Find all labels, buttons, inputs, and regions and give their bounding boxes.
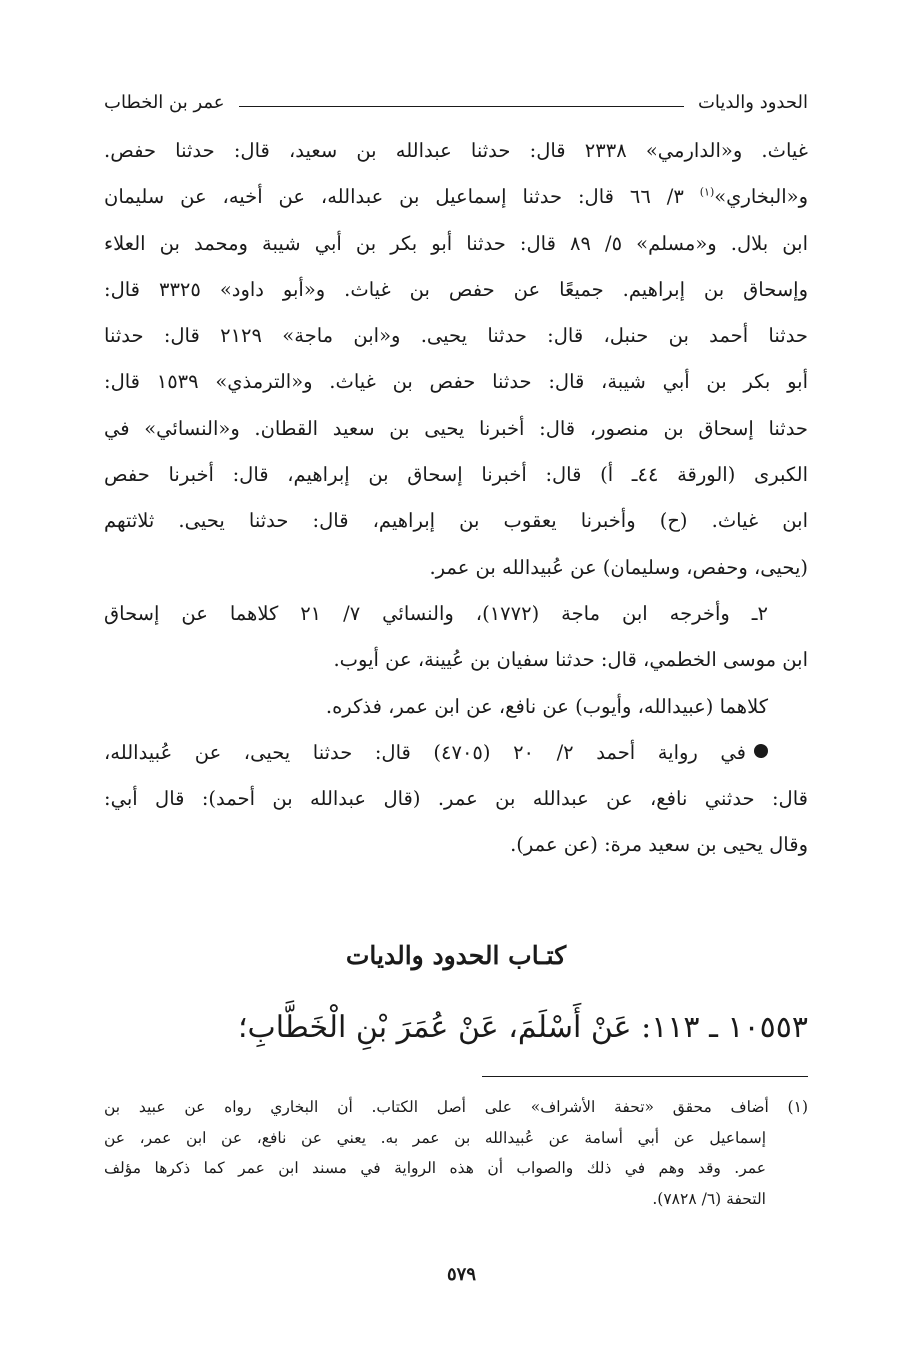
hadith-heading: ١٠٥٥٣ ـ ١١٣: عَنْ أَسْلَمَ، عَنْ عُمَرَ بْنِ الْخَطَّابِ؛ [238,1010,808,1045]
text-fragment: ٣/ ٦٦ قال: حدثنا إسماعيل بن عبدالله، عن أخيه، عن سليمان [104,185,700,209]
header-rule [239,106,684,107]
running-header [104,90,808,116]
text-line: حدثنا أحمد بن حنبل، قال: حدثنا يحيى. و«ابن ماجة» ٢١٢٩ قال: حدثنا [104,324,808,348]
text-line: وإسحاق بن إبراهيم. جميعًا عن حفص بن غياث. و«أبو داود» ٣٣٢٥ قال: [104,277,808,301]
text-line: ابن موسى الخطمي، قال: حدثنا سفيان بن عُيينة، عن أيوب. [333,648,808,672]
text-line: أبو بكر بن أبي شيبة، قال: حدثنا حفص بن غياث. و«الترمذي» ١٥٣٩ قال: [104,370,808,394]
text-line: (يحيى، وحفص، وسليمان) عن عُبيدالله بن عمر. [429,555,808,579]
text-line [104,730,808,776]
text-line: ابن غياث. (ح) وأخبرنا يعقوب بن إبراهيم، قال: حدثنا يحيى. ثلاثتهم [104,509,808,533]
text-line: وقال يحيى بن سعيد مرة: (عن عمر). [510,833,808,857]
text-fragment: في رواية أحمد ٢/ ٢٠ (٤٧٠٥) قال: حدثنا يحيى، عن عُبيدالله، [104,740,746,764]
footnote-line: (١) أضاف محقق «تحفة الأشراف» على أصل الكتاب. أن البخاري رواه عن عبيد بن [104,1098,808,1116]
footnote-separator [482,1076,808,1077]
text-line: غياث. و«الدارمي» ٢٣٣٨ قال: حدثنا عبدالله بن سعيد، قال: حدثنا حفص. [104,139,808,162]
text-line: قال: حدثني نافع، عن عبدالله بن عمر. (قال عبدالله بن أحمد): قال أبي: [104,787,808,811]
text-line: الكبرى (الورقة ٤٤ـ أ) قال: أخبرنا إسحاق بن إبراهيم، قال: أخبرنا حفص [104,463,808,487]
text-fragment: و«البخاري» [714,185,808,209]
text-line: ابن بلال. و«مسلم» ٥/ ٨٩ قال: حدثنا أبو بكر بن أبي شيبة ومحمد بن العلاء [104,231,808,255]
bullet-icon [754,744,768,758]
header-chapter-title: الحدود والديات [697,92,808,113]
text-line: ٢ـ وأخرجه ابن ماجة (١٧٧٢)، والنسائي ٧/ ٢١ كلاهما عن إسحاق [104,601,768,625]
section-title: كتـاب الحدود والديات [345,941,567,970]
text-line: حدثنا إسحاق بن منصور، قال: أخبرنا يحيى بن سعيد القطان. و«النسائي» في [104,416,808,440]
page-number: ٥٧٩ [446,1264,476,1285]
footnote-line: التحفة (٦/ ٧٨٢٨). [652,1189,766,1208]
header-musnad-title: عمر بن الخطاب [104,92,225,113]
footnote-marker: (١) [699,185,715,199]
main-text [104,128,808,869]
footnote-line: إسماعيل عن أبي أسامة عن عُبيدالله بن عمر به. يعني عن نافع، عن ابن عمر، عن [104,1128,766,1147]
text-line [104,174,808,220]
footnotes [104,1092,808,1214]
footnote-line: عمر. وقد وهم في ذلك والصواب أن هذه الرواية في مسند ابن عمر كما ذكرها مؤلف [104,1159,766,1177]
text-line: كلاهما (عبيدالله، وأيوب) عن نافع، عن ابن عمر، فذكره. [325,694,768,718]
